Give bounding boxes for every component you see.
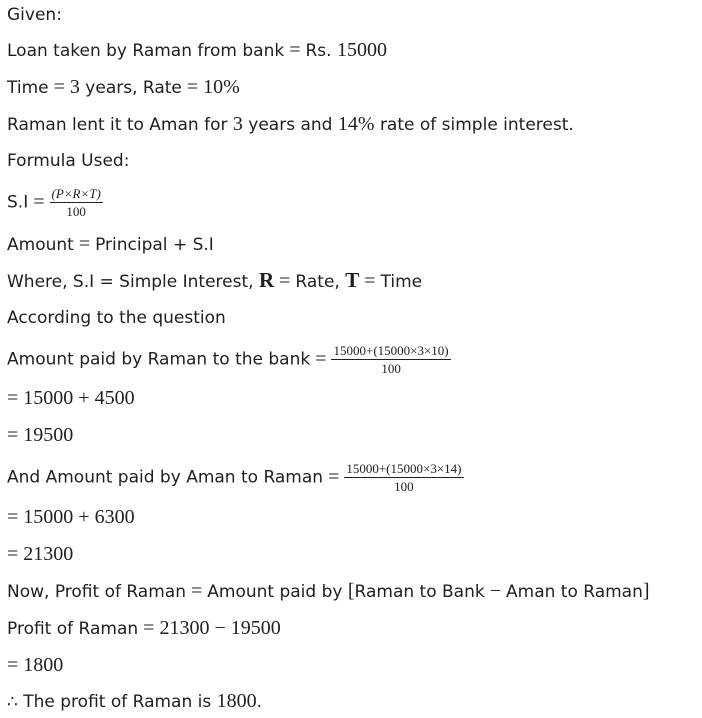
equals-sign: = [315, 347, 327, 370]
lent-post: rate of simple interest. [379, 115, 574, 135]
aman-raman-numerator: 15000+(15000×3×14) [346, 461, 462, 476]
where-pre: Where, S.I = Simple Interest, [7, 272, 254, 292]
profit-def-right: Aman to Raman [506, 582, 643, 602]
profit-def-mid: Amount paid by [207, 582, 343, 602]
raman-bank-line [7, 343, 451, 376]
right-bracket: ] [642, 580, 650, 602]
therefore-symbol: ∴ [7, 692, 18, 712]
step3-b: 6300 [94, 506, 135, 528]
amount-rhs: Principal + S.I [95, 235, 214, 255]
step3-a: 15000 [23, 506, 74, 528]
profit-def-left: Raman to Bank [354, 582, 485, 602]
profit-calc-line [7, 617, 281, 640]
loan-unit: Rs. [305, 41, 332, 61]
equals-sign: = [7, 654, 19, 676]
r-text: Rate, [295, 272, 340, 292]
minus-sign: − [214, 617, 226, 639]
time-value: 3 [69, 76, 80, 98]
raman-bank-numerator: 15000+(15000×3×10) [333, 343, 449, 358]
step2-value: 19500 [23, 424, 74, 446]
lent-rate: 14% [337, 113, 375, 135]
raman-bank-denominator: 100 [381, 361, 401, 376]
aman-raman-fraction [344, 461, 463, 494]
lent-mid: years and [248, 115, 333, 135]
rate-value: 10% [203, 76, 240, 98]
formula-heading-text: Formula Used: [7, 151, 130, 171]
loan-value: 15000 [336, 39, 387, 61]
equals-sign: = [190, 580, 203, 602]
step1-b: 4500 [94, 387, 135, 409]
conclusion-value: 1800 [216, 690, 257, 712]
amount-lhs: Amount [7, 235, 74, 255]
aman-raman-line [7, 461, 464, 494]
aman-raman-denominator: 100 [394, 479, 414, 494]
profit-calc-a: 21300 [159, 617, 210, 639]
time-label: Time [7, 78, 49, 98]
equals-sign: = [78, 233, 91, 255]
lent-pre: Raman lent it to Aman for [7, 115, 228, 135]
si-lhs: S.I [7, 192, 29, 213]
equals-sign: = [7, 543, 19, 565]
equals-sign: = [143, 617, 155, 639]
step2-line [7, 424, 73, 447]
equals-sign: = [186, 76, 199, 98]
step1-line [7, 387, 135, 410]
equals-sign: = [7, 424, 19, 446]
raman-bank-fraction [331, 343, 450, 376]
raman-bank-label: Amount paid by Raman to the bank [7, 349, 311, 370]
si-denominator: 100 [66, 204, 86, 219]
lent-line [7, 113, 574, 136]
si-fraction [50, 186, 103, 219]
left-bracket: [ [347, 580, 355, 602]
given-heading [7, 4, 62, 26]
profit-def-pre: Now, Profit of Raman [7, 582, 186, 602]
according-line [7, 307, 226, 329]
time-unit-rate-label: years, Rate [85, 78, 182, 98]
time-rate-line [7, 76, 240, 99]
equals-sign: = [53, 76, 65, 98]
si-formula-line [7, 186, 103, 219]
profit-calc-label: Profit of Raman [7, 619, 139, 639]
step4-line [7, 543, 73, 566]
t-text: Time [380, 272, 423, 292]
profit-def-line [7, 580, 650, 603]
given-heading-text: Given: [7, 5, 62, 25]
equals-sign: = [279, 270, 291, 292]
profit-value-line [7, 654, 63, 677]
step3-line [7, 506, 135, 529]
t-symbol: T [345, 268, 360, 292]
conclusion-text: The profit of Raman is [23, 692, 212, 712]
conclusion-end: . [256, 692, 263, 712]
equals-sign: = [7, 506, 19, 528]
plus-sign: + [78, 506, 90, 528]
si-numerator: (P×R×T) [51, 186, 101, 201]
equals-sign: = [7, 387, 19, 409]
where-line [7, 269, 422, 293]
r-symbol: R [258, 268, 275, 292]
amount-formula-line [7, 233, 214, 256]
step1-a: 15000 [23, 387, 74, 409]
conclusion-line [7, 690, 262, 713]
formula-heading [7, 150, 129, 172]
equals-sign: = [289, 39, 301, 61]
minus-sign: − [489, 580, 501, 602]
equals-sign: = [364, 270, 376, 292]
loan-label: Loan taken by Raman from bank [7, 41, 285, 61]
aman-raman-label: And Amount paid by Aman to Raman [7, 467, 324, 488]
plus-sign: + [78, 387, 90, 409]
equals-sign: = [328, 465, 340, 488]
profit-value: 1800 [23, 654, 64, 676]
step4-value: 21300 [23, 543, 74, 565]
equals-sign: = [33, 190, 45, 213]
according-text: According to the question [7, 308, 226, 328]
profit-calc-b: 19500 [230, 617, 281, 639]
lent-years: 3 [232, 113, 243, 135]
loan-line [7, 39, 387, 62]
